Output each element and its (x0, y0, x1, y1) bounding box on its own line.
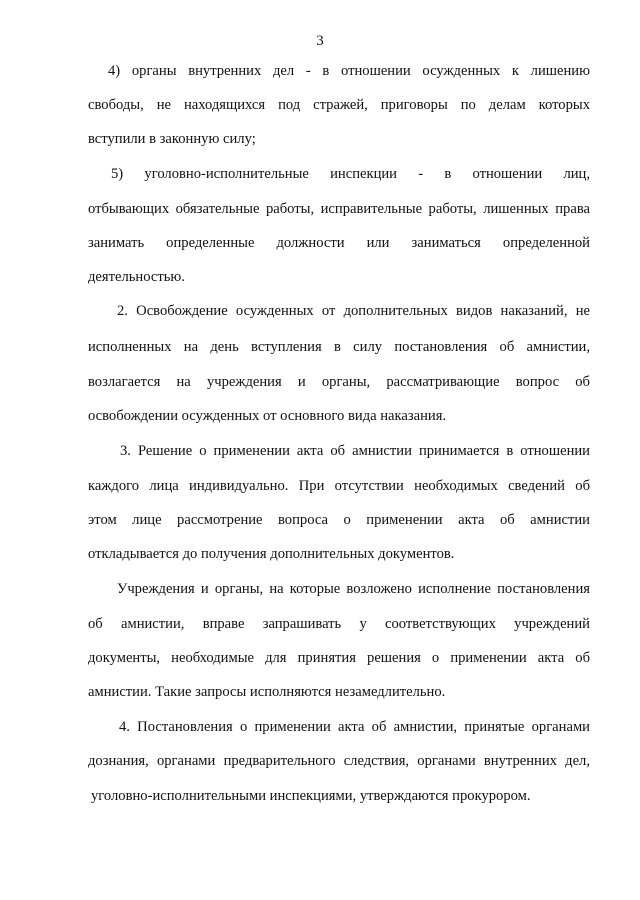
paragraph-line: отбывающих обязательные работы, исправительные работы, лишенных права (88, 201, 590, 217)
paragraph-line: исполненных на день вступления в силу постановления об амнистии, (88, 339, 590, 355)
paragraph-line: этом лице рассмотрение вопроса о применении акта об амнистии (88, 512, 590, 528)
paragraph-line: документы, необходимые для принятия решения о применении акта об (88, 650, 590, 666)
paragraph-line: 2. Освобождение осужденных от дополнительных видов наказаний, не (117, 303, 590, 319)
paragraph-line: амнистии. Такие запросы исполняются незамедлительно. (88, 684, 446, 700)
paragraph-line: занимать определенные должности или заниматься определенной (88, 235, 590, 251)
paragraph-line: каждого лица индивидуально. При отсутствии необходимых сведений об (88, 478, 590, 494)
paragraph-line: уголовно-исполнительными инспекциями, утверждаются прокурором. (91, 788, 531, 804)
paragraph-line: 3. Решение о применении акта об амнистии принимается в отношении (120, 443, 590, 459)
paragraph-line: свободы, не находящихся под стражей, приговоры по делам которых (88, 97, 590, 113)
paragraph-line: 4. Постановления о применении акта об амнистии, принятые органами (119, 719, 590, 735)
paragraph-line: деятельностью. (88, 269, 185, 285)
paragraph-line: 4) органы внутренних дел - в отношении осужденных к лишению (108, 63, 590, 79)
paragraph-line: освобождении осужденных от основного вида наказания. (88, 408, 447, 424)
paragraph-line: вступили в законную силу; (88, 131, 256, 147)
paragraph-line: об амнистии, вправе запрашивать у соответствующих учреждений (88, 616, 590, 632)
paragraph-line: 5) уголовно-исполнительные инспекции - в отношении лиц, (111, 166, 590, 182)
paragraph-line: возлагается на учреждения и органы, рассматривающие вопрос об (88, 374, 590, 390)
paragraph-line: откладывается до получения дополнительных документов. (88, 546, 455, 562)
page-number: 3 (316, 33, 324, 49)
paragraph-line: Учреждения и органы, на которые возложено исполнение постановления (117, 581, 590, 597)
paragraph-line: дознания, органами предварительного следствия, органами внутренних дел, (88, 753, 590, 769)
